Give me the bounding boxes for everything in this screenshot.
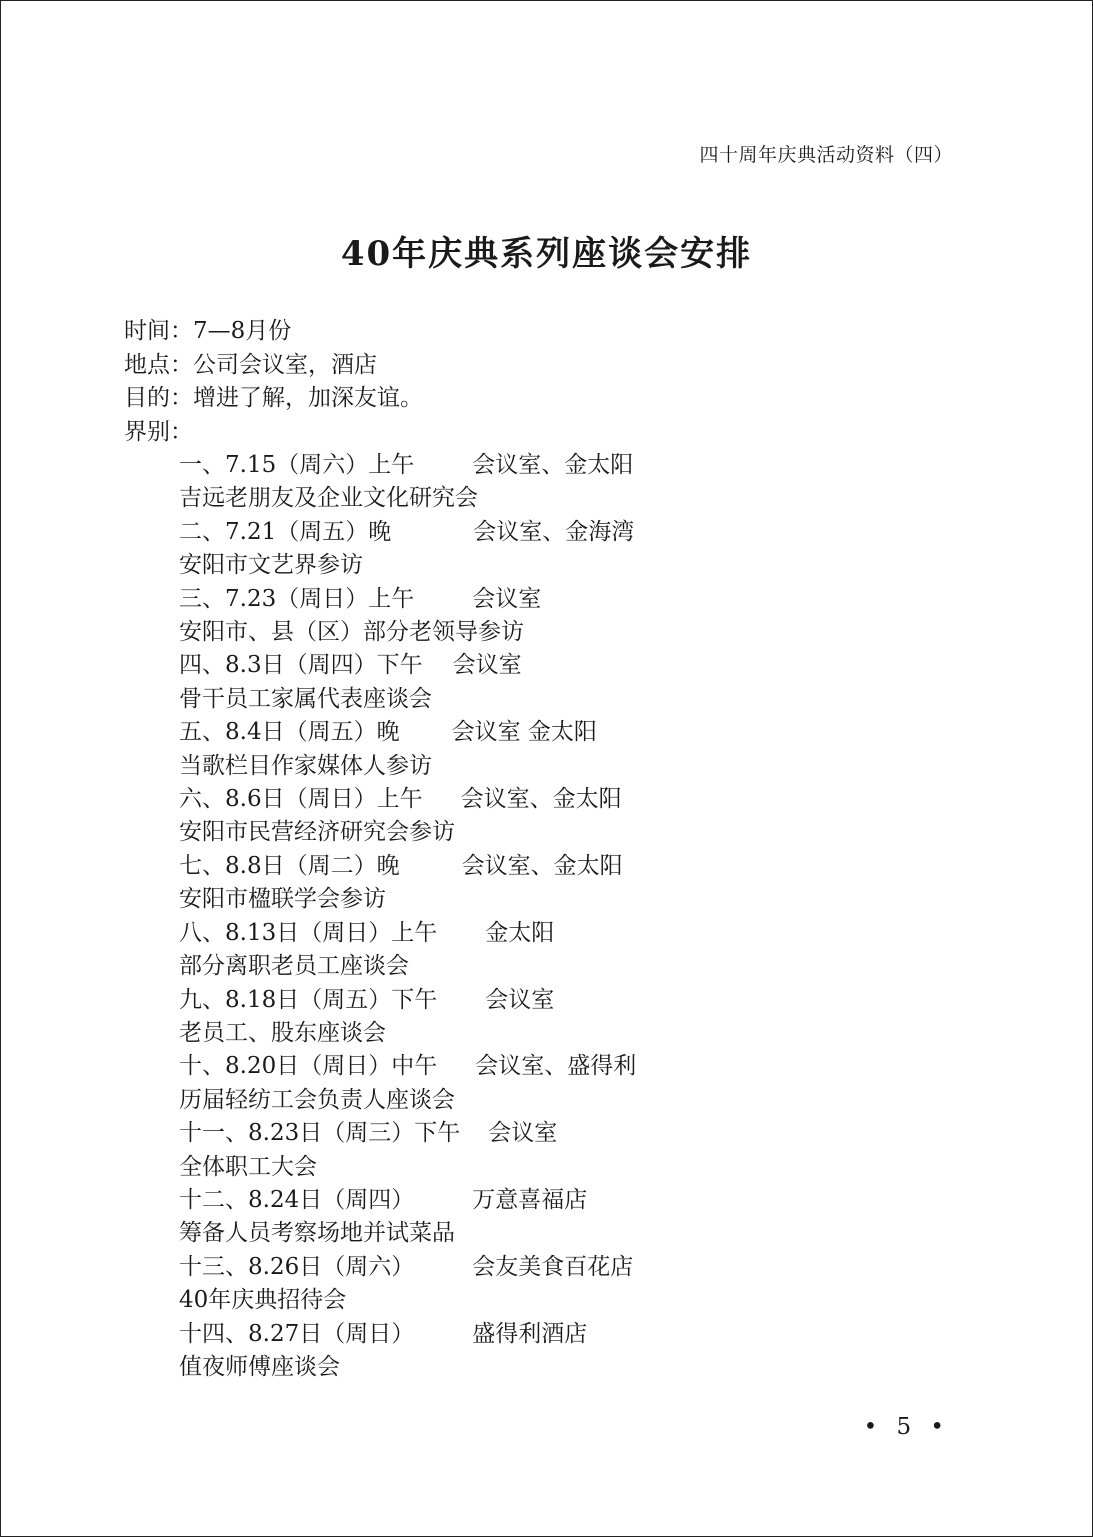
- session-venue: 金太阳: [485, 919, 555, 946]
- session-schedule-line: [179, 850, 636, 883]
- meta-place-value: 公司会议室，酒店: [193, 351, 377, 378]
- session-venue: 会议室、盛得利: [475, 1053, 637, 1080]
- session-schedule: 十二、8.24日（周四）: [179, 1186, 415, 1213]
- session-schedule-line: [179, 449, 636, 482]
- meta-purpose: [124, 382, 423, 416]
- session-schedule: 四、8.3日（周四）下午: [179, 652, 423, 679]
- session-schedule-line: [179, 984, 636, 1017]
- session-venue: 盛得利酒店: [472, 1320, 588, 1347]
- session-schedule: 一、7.15（周六）上午: [179, 452, 415, 478]
- session-schedule-line: [179, 716, 636, 749]
- session-description: 吉远老朋友及企业文化研究会: [179, 485, 478, 512]
- meta-time-label: 时间：: [124, 318, 193, 344]
- session-schedule: 七、8.8日（周二）晚: [179, 852, 400, 879]
- session-schedule-line: [179, 583, 636, 616]
- meta-block: [124, 315, 423, 449]
- session-description: 40年庆典招待会: [179, 1287, 347, 1314]
- meta-category-label: 界别：: [124, 418, 193, 445]
- page-number: [864, 1414, 950, 1440]
- meta-time: [124, 315, 423, 349]
- session-venue: 会议室: [488, 1120, 558, 1147]
- session-schedule-line: [179, 1117, 636, 1150]
- session-schedule: 三、7.23（周日）上午: [179, 585, 415, 612]
- bullet-dot-icon: •: [863, 1414, 884, 1440]
- meta-place-label: 地点：: [124, 351, 193, 378]
- page-title: 40年庆典系列座谈会安排: [340, 234, 753, 274]
- session-schedule-line: [179, 649, 636, 682]
- session-description: 安阳市文艺界参访: [179, 552, 363, 579]
- session-schedule: 九、8.18日（周五）下午: [179, 986, 438, 1013]
- session-description: 安阳市、县（区）部分老领导参访: [179, 619, 524, 646]
- session-schedule-line: [179, 516, 636, 549]
- session-description: 当歌栏目作家媒体人参访: [179, 752, 432, 779]
- session-description: 骨干员工家属代表座谈会: [179, 685, 432, 712]
- running-header: 四十周年庆典活动资料（四）: [699, 144, 953, 166]
- meta-purpose-label: 目的：: [124, 385, 193, 411]
- session-description: 老员工、股东座谈会: [179, 1019, 386, 1046]
- session-schedule-line: [179, 1318, 636, 1351]
- session-venue: 会友美食百花店: [472, 1253, 634, 1280]
- session-schedule: 十一、8.23日（周三）下午: [179, 1120, 461, 1147]
- bullet-dot-icon: •: [930, 1414, 950, 1440]
- session-schedule: 二、7.21（周五）晚: [179, 518, 392, 545]
- session-schedule: 十三、8.26日（周六）: [179, 1253, 415, 1280]
- session-venue: 会议室、金太阳: [472, 452, 634, 478]
- session-schedule-line: [179, 1251, 636, 1284]
- session-schedule-line: [179, 783, 636, 816]
- session-schedule-line: [179, 1050, 636, 1083]
- session-schedule-line: [179, 1184, 636, 1217]
- session-schedule: 六、8.6日（周日）上午: [179, 786, 423, 813]
- session-description: 筹备人员考察场地并试菜品: [179, 1220, 455, 1247]
- session-venue: 会议室: [472, 585, 542, 612]
- session-schedule: 十四、8.27日（周日）: [179, 1320, 415, 1347]
- meta-purpose-value: 增进了解，加深友谊。: [193, 385, 423, 411]
- session-schedule: 八、8.13日（周日）上午: [179, 919, 438, 946]
- meta-category: [124, 416, 423, 450]
- session-venue: 会议室、金太阳: [461, 852, 623, 879]
- session-schedule-line: [179, 917, 636, 950]
- session-venue: 会议室、金海湾: [473, 518, 635, 545]
- session-venue: 万意喜福店: [472, 1186, 588, 1213]
- session-schedule: 十、8.20日（周日）中午: [179, 1053, 438, 1080]
- meta-time-value: 7—8月份: [193, 318, 292, 344]
- session-venue: 会议室: [452, 652, 522, 679]
- session-description: 历届轻纺工会负责人座谈会: [179, 1086, 455, 1113]
- session-venue: 会议室 金太阳: [451, 719, 597, 746]
- session-description: 部分离职老员工座谈会: [179, 953, 409, 980]
- session-description: 安阳市楹联学会参访: [179, 886, 386, 913]
- session-schedule: 五、8.4日（周五）晚: [179, 719, 400, 746]
- session-description: 值夜师傅座谈会: [179, 1353, 340, 1380]
- page-number-value: 5: [896, 1414, 918, 1440]
- session-venue: 会议室: [485, 986, 555, 1013]
- session-description: 安阳市民营经济研究会参访: [179, 819, 455, 846]
- session-list: [179, 449, 636, 1384]
- meta-place: [124, 349, 423, 383]
- session-description: 全体职工大会: [179, 1153, 317, 1180]
- session-venue: 会议室、金太阳: [460, 786, 622, 813]
